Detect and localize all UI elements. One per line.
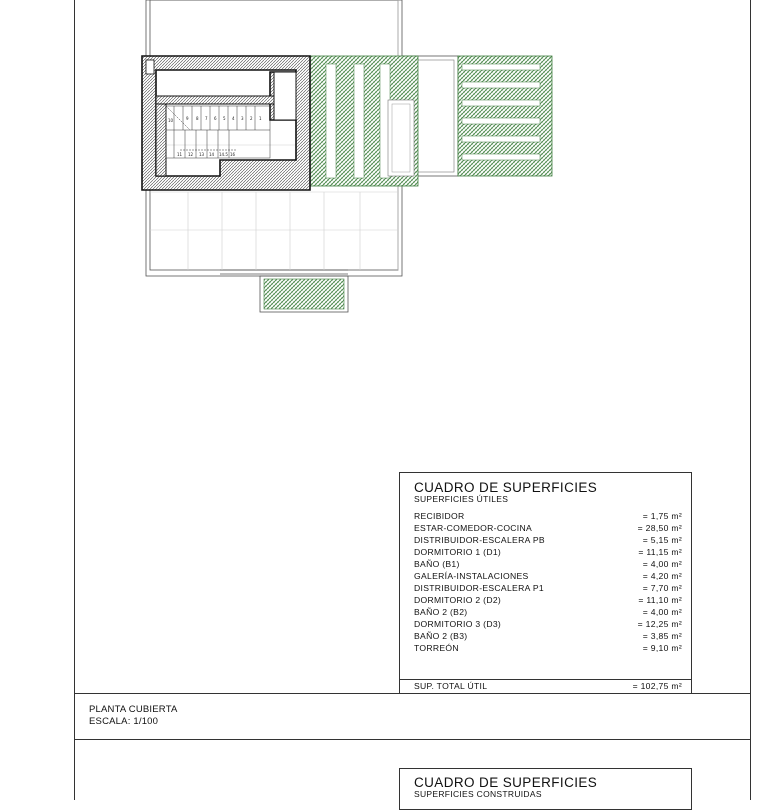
total-value: = 102,75 m² (632, 681, 682, 691)
row-value: = 9,10 m² (642, 643, 682, 653)
stair-step-number: 4 (232, 116, 235, 121)
stair-step-number: 13 (199, 152, 205, 157)
row-label: DORMITORIO 1 (D1) (414, 547, 502, 557)
total-divider (400, 679, 691, 680)
row-value: = 12,25 m² (637, 619, 682, 629)
terrace-slats (310, 56, 418, 186)
balcony-hatch (260, 276, 348, 312)
row-value: = 1,75 m² (642, 511, 682, 521)
stair-step-number: 6 (214, 116, 217, 121)
table-row (414, 583, 682, 595)
stair-step-number: 12 (188, 152, 194, 157)
stair-step-number: 5 (223, 116, 226, 121)
table-row (414, 547, 682, 559)
table-row (414, 559, 682, 571)
row-label: BAÑO 2 (B2) (414, 607, 468, 617)
table-subtitle: SUPERFICIES ÚTILES (414, 494, 509, 504)
table-row (414, 535, 682, 547)
table-row (414, 523, 682, 535)
stair-step-number: 1 (259, 116, 262, 121)
row-label: GALERÍA-INSTALACIONES (414, 571, 529, 581)
stair-step-number: 14.5 (219, 152, 228, 157)
row-value: = 4,00 m² (642, 559, 682, 569)
row-label: DISTRIBUIDOR-ESCALERA PB (414, 535, 545, 545)
row-value: = 28,50 m² (637, 523, 682, 533)
row-label: DORMITORIO 2 (D2) (414, 595, 502, 605)
row-label: DORMITORIO 3 (D3) (414, 619, 502, 629)
stair-step-number: 14 (209, 152, 215, 157)
row-value: = 11,10 m² (638, 595, 682, 605)
staircase (166, 106, 270, 158)
pergola-annex (402, 56, 552, 176)
table-row (414, 619, 682, 631)
title-band-bottom-line (74, 739, 751, 740)
table-row (414, 571, 682, 583)
plan-scale: ESCALA: 1/100 (89, 716, 159, 727)
total-row (414, 681, 682, 693)
stair-step-number: 7 (205, 116, 208, 121)
row-value: = 4,00 m² (642, 607, 682, 617)
table-row (414, 607, 682, 619)
row-value: = 3,85 m² (642, 631, 682, 641)
stair-step-number: 11 (177, 152, 183, 157)
table-title: CUADRO DE SUPERFICIES (414, 480, 598, 495)
stair-step-number: 8 (196, 116, 199, 121)
stair-step-number: 16 (230, 152, 236, 157)
stair-step-number: 2 (250, 116, 253, 121)
row-value: = 5,15 m² (642, 535, 682, 545)
table-title: CUADRO DE SUPERFICIES (414, 775, 598, 790)
row-label: ESTAR-COMEDOR-COCINA (414, 523, 533, 533)
table-row (414, 643, 682, 655)
table-row (414, 511, 682, 523)
stair-step-number: 3 (241, 116, 244, 121)
row-label: RECIBIDOR (414, 511, 465, 521)
tower-walls (142, 56, 310, 190)
stair-step-number: 10 (168, 118, 174, 123)
table-row (414, 595, 682, 607)
row-label: BAÑO 2 (B3) (414, 631, 468, 641)
surface-table-useful (399, 472, 692, 694)
roof-plan-drawing (0, 0, 764, 400)
row-value: = 4,20 m² (642, 571, 682, 581)
table-row (414, 631, 682, 643)
row-label: TORREÓN (414, 643, 459, 653)
row-value: = 7,70 m² (642, 583, 682, 593)
plan-title: PLANTA CUBIERTA (89, 704, 178, 715)
stair-step-number: 9 (186, 116, 189, 121)
table-subtitle: SUPERFICIES CONSTRUIDAS (414, 789, 542, 799)
surface-table-built (399, 768, 692, 810)
row-value: = 11,15 m² (638, 547, 682, 557)
row-label: DISTRIBUIDOR-ESCALERA P1 (414, 583, 544, 593)
total-label: SUP. TOTAL ÚTIL (414, 681, 488, 691)
row-label: BAÑO (B1) (414, 559, 460, 569)
